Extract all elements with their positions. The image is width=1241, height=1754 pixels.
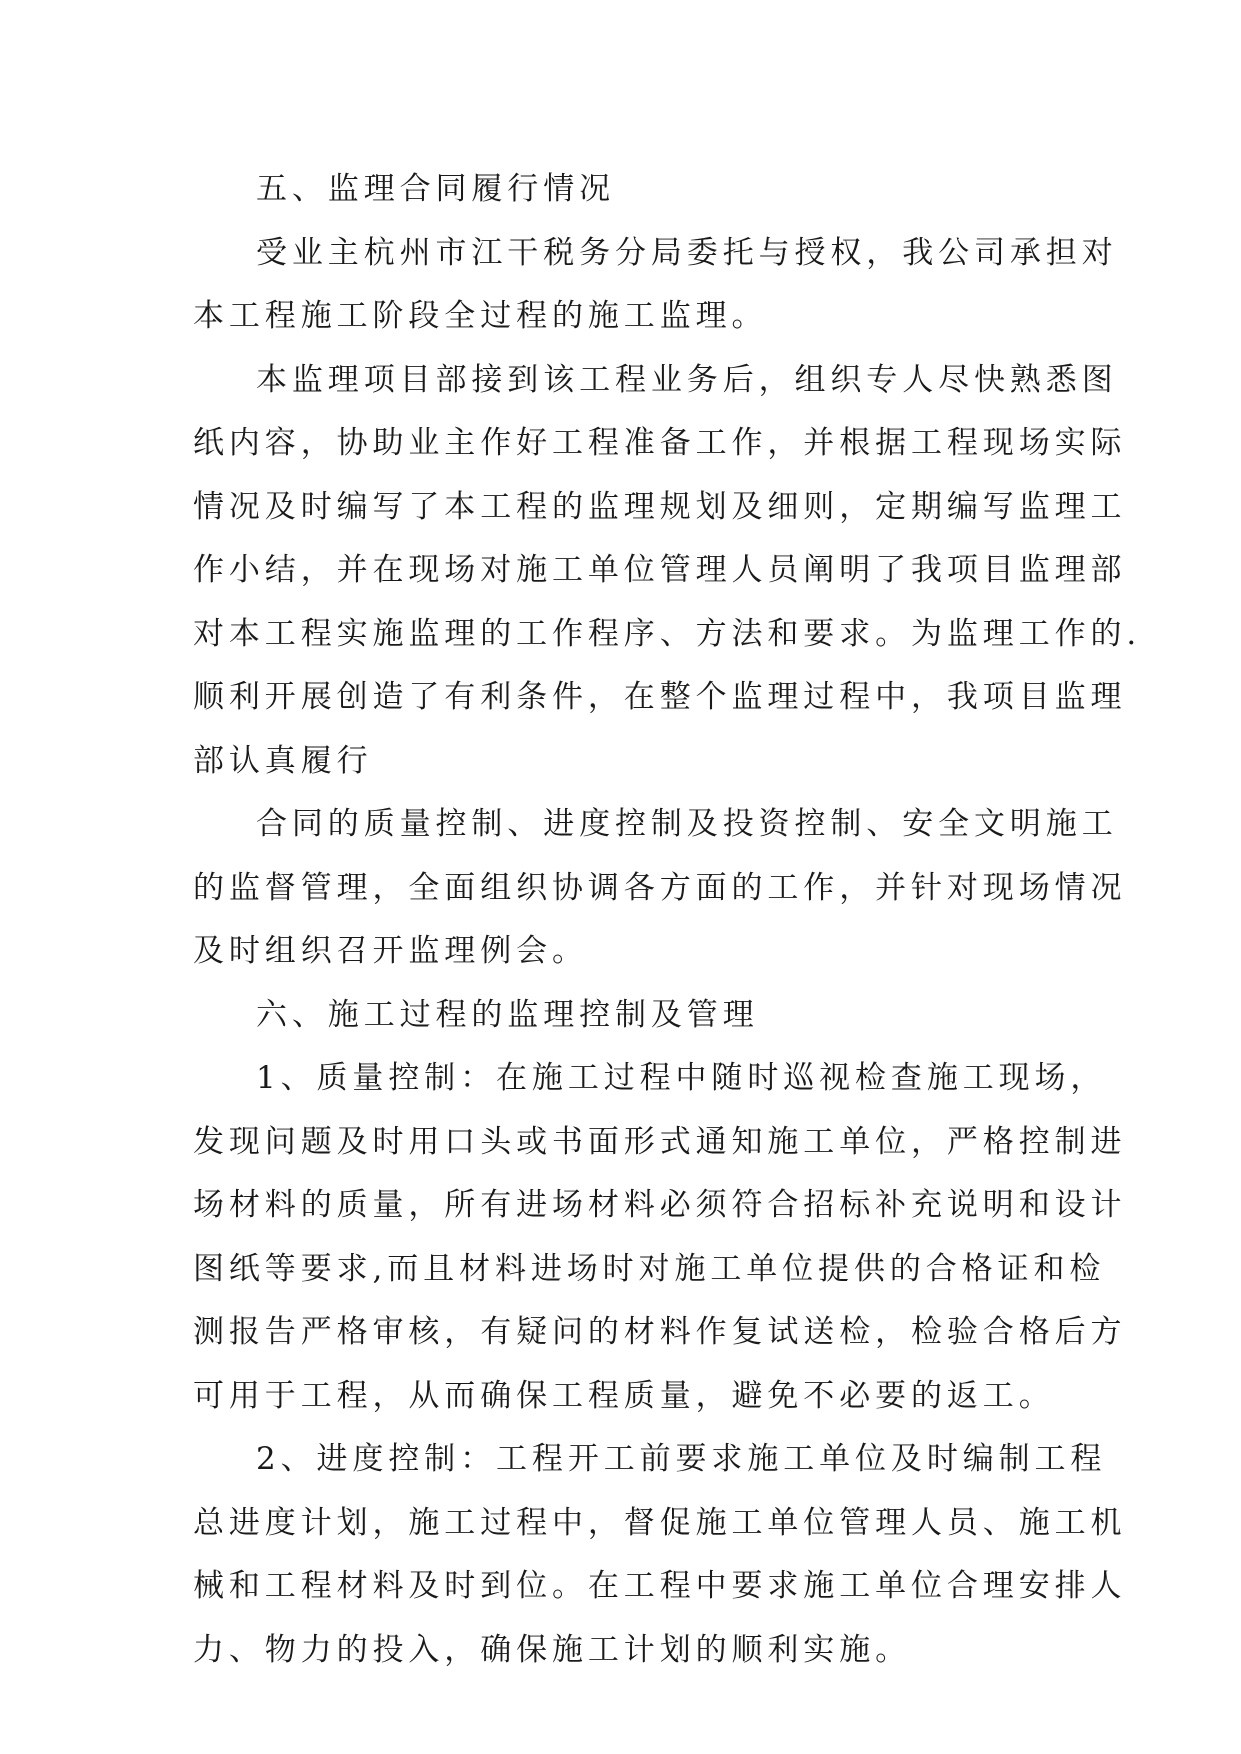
text-line: 本工程施工阶段全过程的施工监理。 [193, 298, 768, 334]
text-line: 测报告严格审核，有疑问的材料作复试送检，检验合格后方 [193, 1314, 1127, 1350]
text-line: 图纸等要求,而且材料进场时对施工单位提供的合格证和检 [193, 1250, 1106, 1287]
text-line: 对本工程实施监理的工作程序、方法和要求。为监理工作的. [193, 615, 1142, 652]
text-line: 及时组织召开监理例会。 [193, 933, 588, 969]
document-page [193, 158, 1142, 1682]
text-line: 的监督管理，全面组织协调各方面的工作，并针对现场情况 [193, 869, 1127, 906]
text-line: 情况及时编写了本工程的监理规划及细则，定期编写监理工 [193, 488, 1127, 525]
text-line: 力、物力的投入，确保施工计划的顺利实施。 [193, 1631, 911, 1668]
text-line: 受业主杭州市江干税务分局委托与授权，我公司承担对 [256, 234, 1118, 271]
text-line: 合同的质量控制、进度控制及投资控制、安全文明施工 [256, 806, 1118, 842]
text-line: 顺利开展创造了有利条件，在整个监理过程中，我项目监理 [193, 679, 1127, 715]
text-line: 2、进度控制：工程开工前要求施工单位及时编制工程 [256, 1441, 1107, 1477]
text-line: 械和工程材料及时到位。在工程中要求施工单位合理安排人 [193, 1568, 1127, 1604]
text-line: 场材料的质量，所有进场材料必须符合招标补充说明和设计 [193, 1187, 1127, 1223]
text-line: 部认真履行 [193, 742, 373, 779]
text-line: 1、质量控制：在施工过程中随时巡视检查施工现场， [256, 1060, 1107, 1096]
text-line: 本监理项目部接到该工程业务后，组织专人尽快熟悉图 [256, 361, 1118, 398]
text-line: 纸内容，协助业主作好工程准备工作，并根据工程现场实际 [193, 425, 1127, 461]
text-line: 发现问题及时用口头或书面形式通知施工单位，严格控制进 [193, 1123, 1127, 1160]
text-line: 可用于工程，从而确保工程质量，避免不必要的返工。 [193, 1377, 1055, 1414]
section-heading: 六、施工过程的监理控制及管理 [256, 996, 759, 1033]
text-line: 总进度计划，施工过程中，督促施工单位管理人员、施工机 [193, 1504, 1127, 1541]
text-line: 作小结，并在现场对施工单位管理人员阐明了我项目监理部 [193, 552, 1127, 588]
section-heading: 五、监理合同履行情况 [256, 171, 615, 207]
